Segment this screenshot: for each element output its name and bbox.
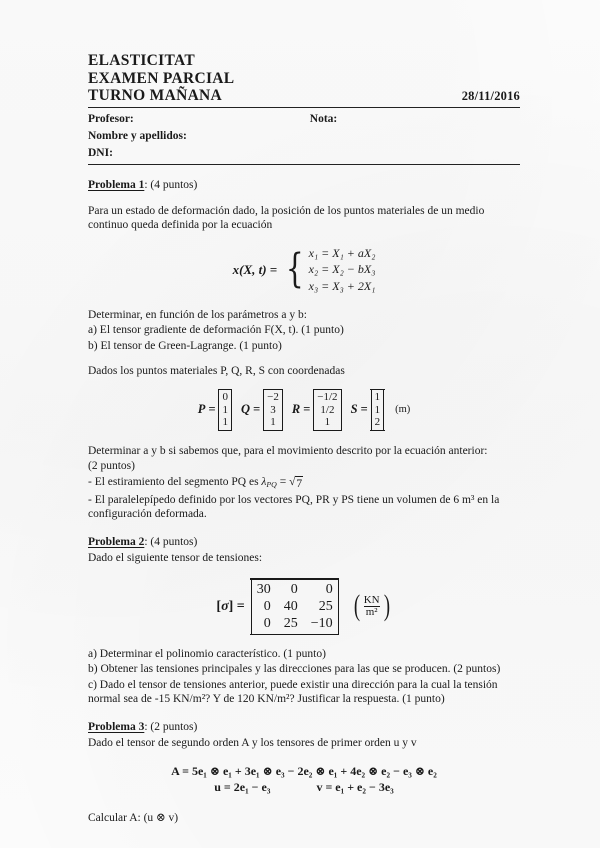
vector-v-equation: v = e₁ + e₂ − 3e₃ bbox=[316, 779, 394, 794]
system-brace: { bbox=[286, 246, 304, 293]
exam-header bbox=[88, 52, 520, 165]
exam-title-line3: TURNO MAÑANA bbox=[88, 87, 223, 104]
stress-tensor-units bbox=[352, 589, 392, 623]
problem-1-material-points bbox=[88, 390, 520, 430]
tensor-cell-23: 25 bbox=[318, 598, 333, 614]
vector-P-v1: 0 bbox=[222, 391, 228, 404]
vector-S-v2: 1 bbox=[374, 403, 381, 416]
vector-S-v1: 1 bbox=[374, 391, 381, 404]
exam-date: 28/11/2016 bbox=[461, 89, 520, 103]
vector-unit: (m) bbox=[395, 404, 411, 416]
problem-1-equation bbox=[88, 246, 520, 294]
vector-P: P = 0 1 1 bbox=[198, 390, 232, 430]
tensor-A-equation: A = 5e₁ ⊗ e₁ + 3e₁ ⊗ e₃ − 2e₂ ⊗ e₁ + 4e₂ ⊗ e₂ − e₃ ⊗ e₂ bbox=[171, 763, 437, 778]
paren-left: ( bbox=[353, 589, 360, 623]
equation-row-3: x₃ = X₃ + 2X₁ bbox=[308, 278, 376, 293]
problem-3-equations bbox=[88, 764, 520, 795]
tensor-cell-33: −10 bbox=[310, 615, 333, 631]
exam-title-line1: ELASTICITAT bbox=[88, 52, 195, 69]
sqrt-radicand: 7 bbox=[296, 478, 303, 491]
field-row-dni bbox=[88, 145, 520, 162]
label-dni: DNI: bbox=[88, 146, 113, 159]
unit-denominator: m² bbox=[365, 606, 378, 619]
stress-tensor-matrix bbox=[251, 580, 339, 634]
problem-1-points-intro: Dados los puntos materiales P, Q, R, S con coordenadas bbox=[88, 365, 345, 378]
vector-R-v1: −1/2 bbox=[317, 391, 338, 404]
tensor-cell-32: 25 bbox=[283, 615, 298, 631]
problem-1-determinar-ab-points: (2 puntos) bbox=[88, 460, 135, 473]
problem-1-determinar-ab: Determinar a y b si sabemos que, para el movimiento descrito por la ecuación anterior: bbox=[88, 444, 488, 457]
bracket-close-equals: ] = bbox=[228, 598, 245, 614]
problem-3-title: Problema 3 bbox=[88, 721, 145, 733]
vector-Q-v1: −2 bbox=[267, 391, 279, 404]
tensor-cell-31: 0 bbox=[263, 615, 271, 631]
label-nota: Nota: bbox=[309, 112, 338, 125]
equation-row-1: x₁ = X₁ + aX₂ bbox=[308, 245, 376, 260]
problem-2-heading bbox=[88, 535, 520, 550]
tensor-cell-21: 0 bbox=[263, 598, 271, 614]
stress-tensor-label bbox=[216, 599, 244, 615]
vector-P-label: P bbox=[197, 402, 206, 417]
label-nombre-apellidos: Nombre y apellidos: bbox=[88, 129, 187, 142]
vector-R-v3: 1 bbox=[324, 416, 331, 429]
vector-P-v2: 1 bbox=[222, 403, 228, 416]
condition-1-equals: = bbox=[276, 475, 290, 488]
problem-1-intro: Para un estado de deformación dado, la posición de los puntos materiales de un medio continuo queda definida por la ecuación bbox=[88, 204, 485, 232]
header-divider-bottom bbox=[88, 164, 520, 165]
tensor-cell-12: 0 bbox=[290, 581, 298, 597]
vector-S-label: S bbox=[350, 402, 358, 417]
equation-lhs: x(X, t) = bbox=[232, 261, 278, 277]
paren-right: ) bbox=[383, 589, 390, 623]
problem-3-calcular: Calcular A: (u ⊗ v) bbox=[88, 811, 179, 824]
field-row-profesor bbox=[88, 111, 520, 128]
vector-R-label: R bbox=[291, 402, 301, 417]
sqrt-symbol: √ 7 bbox=[289, 475, 303, 491]
sigma-symbol: σ bbox=[221, 598, 229, 614]
vector-S: S = 1 1 2 bbox=[351, 390, 385, 430]
problem-2-stress-tensor bbox=[88, 580, 520, 634]
bracket-open: [ bbox=[216, 598, 222, 614]
tensor-cell-11: 30 bbox=[256, 581, 271, 597]
vector-u-equation: u = 2e₁ − e₃ bbox=[214, 779, 271, 794]
label-profesor: Profesor: bbox=[88, 112, 134, 125]
problem-2-intro: Dado el siguiente tensor de tensiones: bbox=[88, 552, 263, 565]
problem-1-item-a: a) El tensor gradiente de deformación F(X, t). (1 punto) bbox=[88, 324, 344, 337]
lambda-subscript: PQ bbox=[266, 479, 277, 489]
problem-3-points: : (2 puntos) bbox=[144, 721, 198, 733]
problem-2-item-a: a) Determinar el polinomio característico. (1 punto) bbox=[88, 647, 326, 660]
vector-Q: Q = −2 3 1 bbox=[241, 390, 283, 430]
problem-1-title: Problema 1 bbox=[88, 178, 145, 191]
problem-3-heading bbox=[88, 720, 520, 735]
vector-Q-label: Q bbox=[240, 402, 250, 417]
problem-1-heading bbox=[88, 178, 520, 193]
equation-row-2: x₂ = X₂ − bX₃ bbox=[308, 262, 376, 277]
unit-numerator: KN bbox=[363, 593, 380, 606]
problem-3-intro: Dado el tensor de segundo orden A y los tensores de primer orden u y v bbox=[88, 737, 417, 749]
vector-P-v3: 1 bbox=[222, 416, 228, 429]
field-row-nombre bbox=[88, 128, 520, 145]
vector-S-v3: 2 bbox=[374, 416, 381, 429]
tensor-cell-22: 40 bbox=[283, 598, 298, 614]
problem-2-points: : (4 puntos) bbox=[144, 536, 198, 549]
problem-1-points: : (4 puntos) bbox=[144, 178, 198, 191]
vector-R-v2: 1/2 bbox=[320, 403, 335, 416]
lambda-symbol: λ bbox=[261, 475, 267, 488]
problem-2-title: Problema 2 bbox=[88, 536, 145, 549]
problem-1-condition-1 bbox=[88, 475, 520, 492]
problem-2-item-b: b) Obtener las tensiones principales y las direcciones para las que se producen. (2 puntos) bbox=[88, 663, 501, 676]
problem-1-determinar: Determinar, en función de los parámetros a y b: bbox=[88, 308, 307, 321]
problem-1-condition-2: - El paralelepípedo definido por los vectores PQ, PR y PS tiene un volumen de 6 m³ en la configuración deformada. bbox=[88, 493, 500, 521]
condition-1-text: - El estiramiento del segmento PQ es bbox=[88, 475, 262, 488]
page-content bbox=[88, 52, 520, 825]
header-divider-top bbox=[88, 107, 520, 108]
tensor-cell-13: 0 bbox=[325, 581, 333, 597]
exam-title-line2: EXAMEN PARCIAL bbox=[88, 69, 235, 87]
vector-Q-v3: 1 bbox=[270, 416, 276, 429]
problem-2-item-c: c) Dado el tensor de tensiones anterior, puede existir una dirección para la cual la tensión normal sea de -15 KN/m²? Y de 120 KN/m²? Justificar la respuesta. (1 punto) bbox=[88, 678, 498, 706]
problem-1-item-b: b) El tensor de Green-Lagrange. (1 punto) bbox=[88, 339, 282, 352]
vector-Q-v2: 3 bbox=[270, 403, 276, 416]
vector-R: R = −1/2 1/2 1 bbox=[292, 390, 342, 430]
